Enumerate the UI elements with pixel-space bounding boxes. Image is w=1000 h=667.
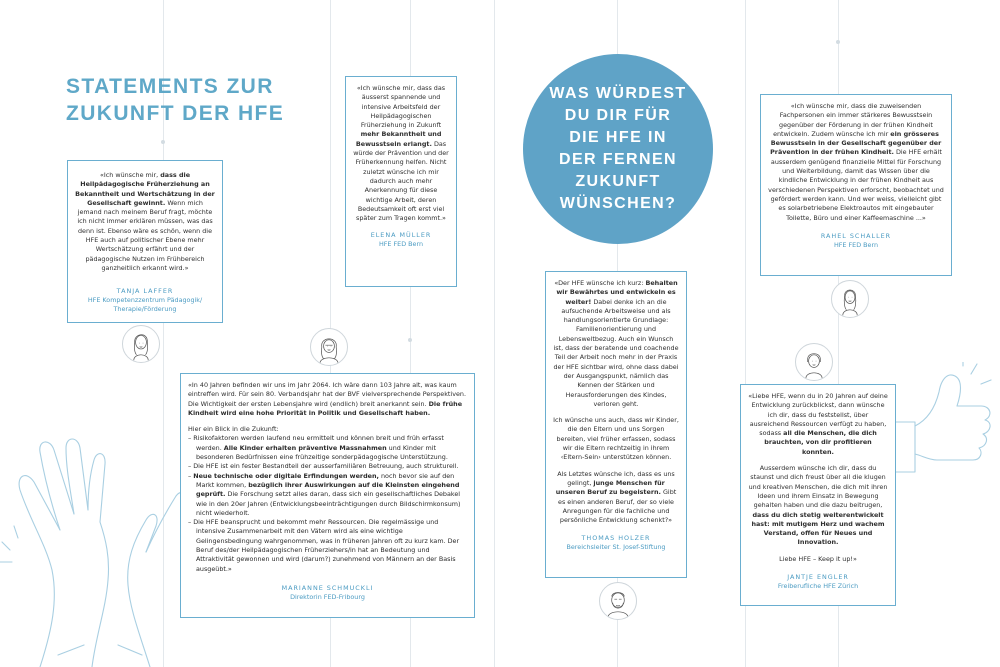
list-item: – Die HFE beansprucht und bekommt mehr Ressourcen. Die regelmässige und intensive Zusammenarbeit mit den Vätern wird als eine wichtige Gelingensbedingung wahrgenommen, was in früheren Jahren oft zu kurz kam. Der Beruf des/der Heilpädagogischen Früherziehers/in hat an Bedeutung und Attraktivität gewonnen und wird (darum?) zunehmend von Männern an der Basis ausgeübt.» <box>188 518 460 573</box>
thumbs-up-illustration <box>885 362 995 482</box>
statement-text: Ausserdem wünsche ich dir, dass du staunst und dich freust über all die klugen und kreativen Menschen, die dich mit ihren Ideen und ihrem Einsatz in Bewegung gehalten haben und die dazu beitrugen, dass du dich stetig weiterentwickelt hast: mit mutigem Herz und wachem Verstand, offen für Neues und Innovation. <box>748 464 888 547</box>
statement-intro: Hier ein Blick in die Zukunft: <box>188 425 279 434</box>
author-role: HFE FED Bern <box>378 240 424 249</box>
guide-dot <box>161 140 165 144</box>
author <box>188 584 467 602</box>
statement-text: «Ich wünsche mir, dass die Heilpädagogische Früherziehung an Bekanntheit und Wertschätzung in der Gesellschaft gewinnt. Wenn mich jemand nach meinem Beruf fragt, möchte ich nicht immer erklären müssen, was das denn ist. Ebenso wäre es schön, wenn die HFE auch auf politischer Ebene mehr Wertschätzung erfährt und der pädagogische Nutzen im Frühbereich ganzheitlich erkannt wird.» <box>75 171 215 272</box>
author-name: JANTJE ENGLER <box>787 573 849 582</box>
statement-text: «Der HFE wünsche ich kurz: Behalten wir Bewährtes und entwickeln es weiter! Dabei denke ich an die aufsuchende Arbeitsweise und als handlungsorientierte Grundlage: Familienorientierung und Lebensweltbezug. Auch ein Wunsch ist, dass der beratende und coachende Teil der Arbeit noch mehr in der Praxis der HFE sichtbar wird, ohne dass dabei der Ausgangspunkt, nämlich das Kennen der Stärken und Herausforderungen des Kindes, verloren geht. <box>553 279 679 408</box>
guide-dot <box>408 338 412 342</box>
author-role: HFE FED Bern <box>833 240 879 249</box>
clapping-hands-illustration <box>0 430 190 667</box>
author-name: RAHEL SCHALLER <box>820 231 892 240</box>
author-role: Bereichsleiter St. Josef-Stiftung <box>566 543 666 552</box>
statement-text: Ich wünsche uns auch, dass wir Kinder, die den Eltern und uns Sorgen bereiten, viel früher erfassen, sodass wir die Eltern rechtzeitig in ihrem ‹Eltern-Sein› unterstützen können. <box>553 416 679 462</box>
statement-text: «Liebe HFE, wenn du in 20 Jahren auf deine Entwicklung zurückblickst, dann wünsche ich dir, dass du feststellst, über ausreichend Ressourcen verfügt zu haben, sodass all die Menschen, die dich brauchten, von dir profitieren konnten. <box>748 392 888 456</box>
portrait-rahel-icon <box>831 280 869 318</box>
list-item: – Neue technische oder digitale Erfindungen werden, noch bevor sie auf den Markt kommen, bezüglich ihrer Auswirkungen auf die Kleinsten eingehend geprüft. Die Forschung setzt alles daran, dass sich ein gesellschaftliches Debakel wie in den 20er Jahren (Entwicklungsbeeinträchtigungen durch Bildschirmkonsum) nicht wiederholt. <box>188 471 461 517</box>
author <box>748 573 888 591</box>
statement-thomas-holzer <box>545 271 687 578</box>
author <box>553 534 679 552</box>
statement-marianne-schmuckli <box>180 373 475 618</box>
portrait-thomas-icon <box>599 582 637 620</box>
list-item: – Risikofaktoren werden laufend neu ermittelt und können breit und früh erfasst werden. Alle Kinder erhalten präventive Massnahmen und Kinder mit besonderen Bedürfnissen eine frühzeitige sonderpädagogische Unterstützung. <box>188 434 448 462</box>
question-circle <box>523 54 713 244</box>
statement-jantje-engler <box>740 384 896 606</box>
author-name: MARIANNE SCHMUCKLI <box>281 583 374 592</box>
question-text: WAS WÜRDEST DU DIR FÜR DIE HFE IN DER FERNEN ZUKUNFT WÜNSCHEN? <box>549 85 687 212</box>
author <box>75 287 215 314</box>
statement-text: «Ich wünsche mir, dass das äusserst spannende und intensive Arbeitsfeld der Heilpädagogischen Früherziehung in Zukunft mehr Bekanntheit und Bewusstsein erlangt. Das würde der Prävention und der Früherkennung helfen. Nicht zuletzt wünsche ich mir dadurch auch mehr Anerkennung für diese wichtige Arbeit, deren Bedeutsamkeit oft erst viel später zum Tragen kommt.» <box>353 84 449 223</box>
list-item: – Die HFE ist ein fester Bestandteil der ausserfamiliären Betreuung, auch strukturell. <box>188 462 459 471</box>
author-role: Direktorin FED-Fribourg <box>290 592 365 601</box>
portrait-tanja-icon <box>122 325 160 363</box>
page-title: STATEMENTS ZUR ZUKUNFT DER HFE <box>66 75 285 125</box>
portrait-marianne-icon <box>795 343 833 381</box>
portrait-elena-icon <box>310 328 348 366</box>
author-role: Freiberufliche HFE Zürich <box>777 582 859 591</box>
statement-text: «Ich wünsche mir, dass die zuweisenden Fachpersonen ein immer stärkeres Bewusstsein gegenüber der Förderung in der frühen Kindheit entwickeln. Zudem wünsche ich mir ein grösseres Bewusstsein in der Gesellschaft gegenüber der Prävention in der frühen Kindheit. Die HFE erhält ausserdem genügend finanzielle Mittel für Forschung und Weiterbildung, damit das Wissen über die kindliche Entwicklung in der frühen Kindheit aus verschiedenen Perspektiven erforscht, beobachtet und gefördert werden kann. Und wer weiss, vielleicht gibt es solarbetriebene Elektroautos mit eingebauter Toilette, Büro und einer Kaffeemaschine ...» <box>768 102 944 222</box>
statement-text: «In 40 Jahren befinden wir uns im Jahr 2064. Ich wäre dann 103 Jahre alt, was kaum eintreffen wird. Für sein 80. Verbandsjahr hat der BVF vielversprechende Perspektiven. Die Wichtigkeit der ersten Lebensjahre wird (endlich) breit anerkannt sein. Die frühe Kindheit wird eine hohe Priorität in Politik und Gesellschaft haben. <box>188 381 466 417</box>
author-name: ELENA MÜLLER <box>370 231 432 240</box>
author-name: TANJA LAFFER <box>116 287 174 296</box>
author-role: HFE Kompetenzzentrum Pädagogik/ Therapie/Förderung <box>87 296 203 314</box>
guide-line-4 <box>494 0 495 667</box>
statement-text: Als Letztes wünsche ich, dass es uns gelingt, junge Menschen für unseren Beruf zu begeistern. Gibt es einen anderen Beruf, der so viele Anregungen für die fachliche und persönliche Entwicklung schenkt?» <box>555 469 677 525</box>
statement-text: Liebe HFE – Keep it up!» <box>779 554 857 563</box>
author <box>768 232 944 250</box>
statement-bullet-list <box>188 434 467 573</box>
statement-rahel-schaller <box>760 94 952 276</box>
statement-tanja-laffer <box>67 160 223 323</box>
author <box>353 231 449 249</box>
statement-elena-mueller <box>345 76 457 287</box>
guide-dot <box>836 40 840 44</box>
author-name: THOMAS HOLZER <box>581 534 651 543</box>
